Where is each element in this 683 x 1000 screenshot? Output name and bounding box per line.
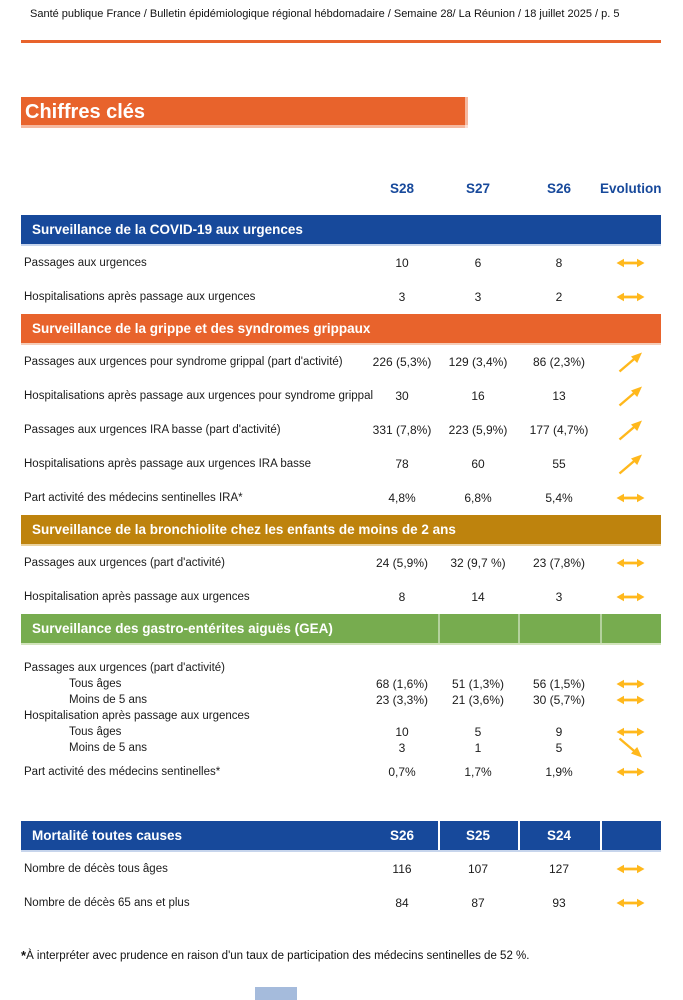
- column-separator: [438, 821, 440, 850]
- value-cell: 78: [395, 457, 409, 471]
- section-header-bronchiolite: [21, 515, 661, 546]
- evolution-cell: [600, 591, 661, 603]
- column-separator: [600, 821, 602, 850]
- value-cell: 5: [555, 741, 563, 755]
- table-row: [21, 379, 661, 413]
- value-cell: 56 (1,5%): [532, 677, 586, 691]
- trend-down-icon: [618, 737, 643, 759]
- value-cell: 3: [474, 290, 482, 304]
- evolution-cell: [600, 385, 661, 407]
- top-rule: [21, 40, 661, 43]
- value-cell: 4,8%: [388, 491, 416, 505]
- value-cell: 177 (4,7%): [529, 423, 589, 437]
- week-header-evolution: Evolution: [600, 180, 662, 196]
- section-title-bronchiolite: Surveillance de la bronchiolite chez les enfants de moins de 2 ans: [32, 522, 456, 537]
- trend-stable-icon: [616, 897, 645, 909]
- row-label: Hospitalisation après passage aux urgences: [24, 710, 250, 722]
- trend-stable-icon: [616, 591, 645, 603]
- group-label-row: [21, 660, 661, 676]
- section-header-grippe: [21, 314, 661, 345]
- value-cell: 32 (9,7 %): [450, 556, 506, 570]
- table-row: [21, 481, 661, 515]
- row-label: Hospitalisation après passage aux urgences: [24, 591, 250, 603]
- evolution-cell: [600, 257, 661, 269]
- document-header: Santé publique France / Bulletin épidémiologique régional hébdomadaire / Semaine 28/ La Réunion / 18 juillet 2025 / p. 5: [30, 8, 620, 20]
- trend-stable-icon: [616, 291, 645, 303]
- table-row: [21, 580, 661, 614]
- row-label: Moins de 5 ans: [69, 694, 147, 706]
- value-cell: 226 (5,3%): [372, 355, 432, 369]
- value-cell: 55: [552, 457, 566, 471]
- section-rows-bronchiolite: [21, 546, 661, 614]
- trend-up-icon: [618, 351, 643, 373]
- row-label: Passages aux urgences pour syndrome grippal (part d'activité): [24, 356, 343, 368]
- row-label: Passages aux urgences (part d'activité): [24, 662, 225, 674]
- evolution-cell: [600, 737, 661, 759]
- row-label: Hospitalisations après passage aux urgences pour syndrome grippal: [24, 390, 374, 402]
- week-header-s27: S27: [465, 180, 491, 196]
- row-label: Hospitalisations après passage aux urgences: [24, 291, 256, 303]
- section-header-covid: [21, 215, 661, 246]
- table-row: [21, 724, 661, 740]
- value-cell: 23 (3,3%): [375, 693, 429, 707]
- row-label: Tous âges: [69, 678, 122, 690]
- value-cell: 9: [555, 725, 563, 739]
- value-cell: 10: [395, 725, 409, 739]
- page-title: Chiffres clés: [21, 97, 468, 128]
- table-row: [21, 676, 661, 692]
- value-cell: 107: [467, 862, 489, 876]
- section-title-mortalite: Mortalité toutes causes: [32, 828, 183, 843]
- table-row: [21, 852, 661, 886]
- trend-up-icon: [618, 419, 643, 441]
- week-header-s26: S26: [546, 180, 572, 196]
- value-cell: 87: [471, 896, 485, 910]
- value-cell: 30 (5,7%): [532, 693, 586, 707]
- value-cell: 6,8%: [464, 491, 492, 505]
- value-cell: 84: [395, 896, 409, 910]
- section-title-covid: Surveillance de la COVID-19 aux urgences: [32, 222, 303, 237]
- trend-stable-icon: [616, 678, 645, 690]
- row-label: Passages aux urgences: [24, 257, 147, 269]
- evolution-cell: [600, 492, 661, 504]
- value-cell: 5: [474, 725, 482, 739]
- surveillance-table: [21, 215, 661, 780]
- value-cell: 3: [555, 590, 563, 604]
- mortality-week-header: S26: [389, 828, 415, 843]
- mortality-week-header: S24: [546, 828, 572, 843]
- trend-stable-icon: [616, 694, 645, 706]
- section-rows-covid: [21, 246, 661, 314]
- evolution-cell: [600, 694, 661, 706]
- table-row: [21, 413, 661, 447]
- value-cell: 127: [548, 862, 570, 876]
- evolution-cell: [600, 419, 661, 441]
- group-label-row: [21, 708, 661, 724]
- evolution-cell: [600, 291, 661, 303]
- section-rows-mortalite: [21, 852, 661, 920]
- evolution-cell: [600, 453, 661, 475]
- footnote-text: À interpréter avec prudence en raison d'un taux de participation des médecins sentinelles de 52 %.: [26, 950, 530, 962]
- value-cell: 14: [471, 590, 485, 604]
- section-title-gea: Surveillance des gastro-entérites aiguës (GEA): [32, 621, 333, 636]
- mortality-week-header: S25: [465, 828, 491, 843]
- column-separator: [438, 614, 440, 643]
- table-row: [21, 280, 661, 314]
- value-cell: 6: [474, 256, 482, 270]
- row-label: Tous âges: [69, 726, 122, 738]
- evolution-cell: [600, 766, 661, 778]
- table-row: [21, 447, 661, 481]
- footnote-asterisk: *: [21, 948, 27, 963]
- evolution-cell: [600, 863, 661, 875]
- week-header-row: [21, 180, 661, 196]
- value-cell: 3: [398, 290, 406, 304]
- value-cell: 1,9%: [545, 765, 573, 779]
- evolution-cell: [600, 557, 661, 569]
- table-row: [21, 740, 661, 756]
- value-cell: 21 (3,6%): [451, 693, 505, 707]
- row-label: Nombre de décès 65 ans et plus: [24, 897, 190, 909]
- value-cell: 51 (1,3%): [451, 677, 505, 691]
- value-cell: 68 (1,6%): [375, 677, 429, 691]
- row-label: Nombre de décès tous âges: [24, 863, 168, 875]
- footer-logo: [255, 987, 297, 1000]
- table-row: [21, 692, 661, 708]
- value-cell: 129 (3,4%): [448, 355, 508, 369]
- trend-up-icon: [618, 453, 643, 475]
- section-title-grippe: Surveillance de la grippe et des syndromes grippaux: [32, 321, 371, 336]
- value-cell: 8: [555, 256, 563, 270]
- row-label: Hospitalisations après passage aux urgences IRA basse: [24, 458, 312, 470]
- value-cell: 93: [552, 896, 566, 910]
- value-cell: 8: [398, 590, 406, 604]
- value-cell: 10: [395, 256, 409, 270]
- column-separator: [518, 821, 520, 850]
- value-cell: 223 (5,9%): [448, 423, 508, 437]
- trend-up-icon: [618, 385, 643, 407]
- value-cell: 331 (7,8%): [372, 423, 432, 437]
- value-cell: 30: [395, 389, 409, 403]
- table-row: [21, 764, 661, 780]
- section-rows-gea: [21, 645, 661, 780]
- value-cell: 3: [398, 741, 406, 755]
- value-cell: 86 (2,3%): [532, 355, 586, 369]
- value-cell: 116: [392, 862, 412, 876]
- trend-stable-icon: [616, 863, 645, 875]
- trend-stable-icon: [616, 257, 645, 269]
- value-cell: 0,7%: [388, 765, 416, 779]
- footnote: [21, 948, 661, 963]
- table-row: [21, 546, 661, 580]
- trend-stable-icon: [616, 492, 645, 504]
- row-label: Passages aux urgences IRA basse (part d'activité): [24, 424, 281, 436]
- row-label: Part activité des médecins sentinelles IRA*: [24, 492, 243, 504]
- week-header-s28: S28: [389, 180, 415, 196]
- value-cell: 13: [552, 389, 566, 403]
- table-row: [21, 886, 661, 920]
- value-cell: 1: [474, 741, 482, 755]
- evolution-cell: [600, 678, 661, 690]
- value-cell: 16: [471, 389, 485, 403]
- section-header-gea: [21, 614, 661, 645]
- row-label: Part activité des médecins sentinelles*: [24, 766, 221, 778]
- value-cell: 24 (5,9%): [375, 556, 429, 570]
- value-cell: 2: [555, 290, 563, 304]
- value-cell: 5,4%: [545, 491, 573, 505]
- row-label: Moins de 5 ans: [69, 742, 147, 754]
- section-rows-grippe: [21, 345, 661, 515]
- column-separator: [600, 614, 602, 643]
- column-separator: [518, 614, 520, 643]
- value-cell: 1,7%: [464, 765, 492, 779]
- table-row: [21, 246, 661, 280]
- row-label: Passages aux urgences (part d'activité): [24, 557, 225, 569]
- evolution-cell: [600, 897, 661, 909]
- value-cell: 60: [471, 457, 485, 471]
- evolution-cell: [600, 351, 661, 373]
- value-cell: 23 (7,8%): [532, 556, 586, 570]
- mortality-table: [21, 821, 661, 920]
- trend-stable-icon: [616, 557, 645, 569]
- trend-stable-icon: [616, 766, 645, 778]
- section-header-mortalite: [21, 821, 661, 852]
- table-row: [21, 345, 661, 379]
